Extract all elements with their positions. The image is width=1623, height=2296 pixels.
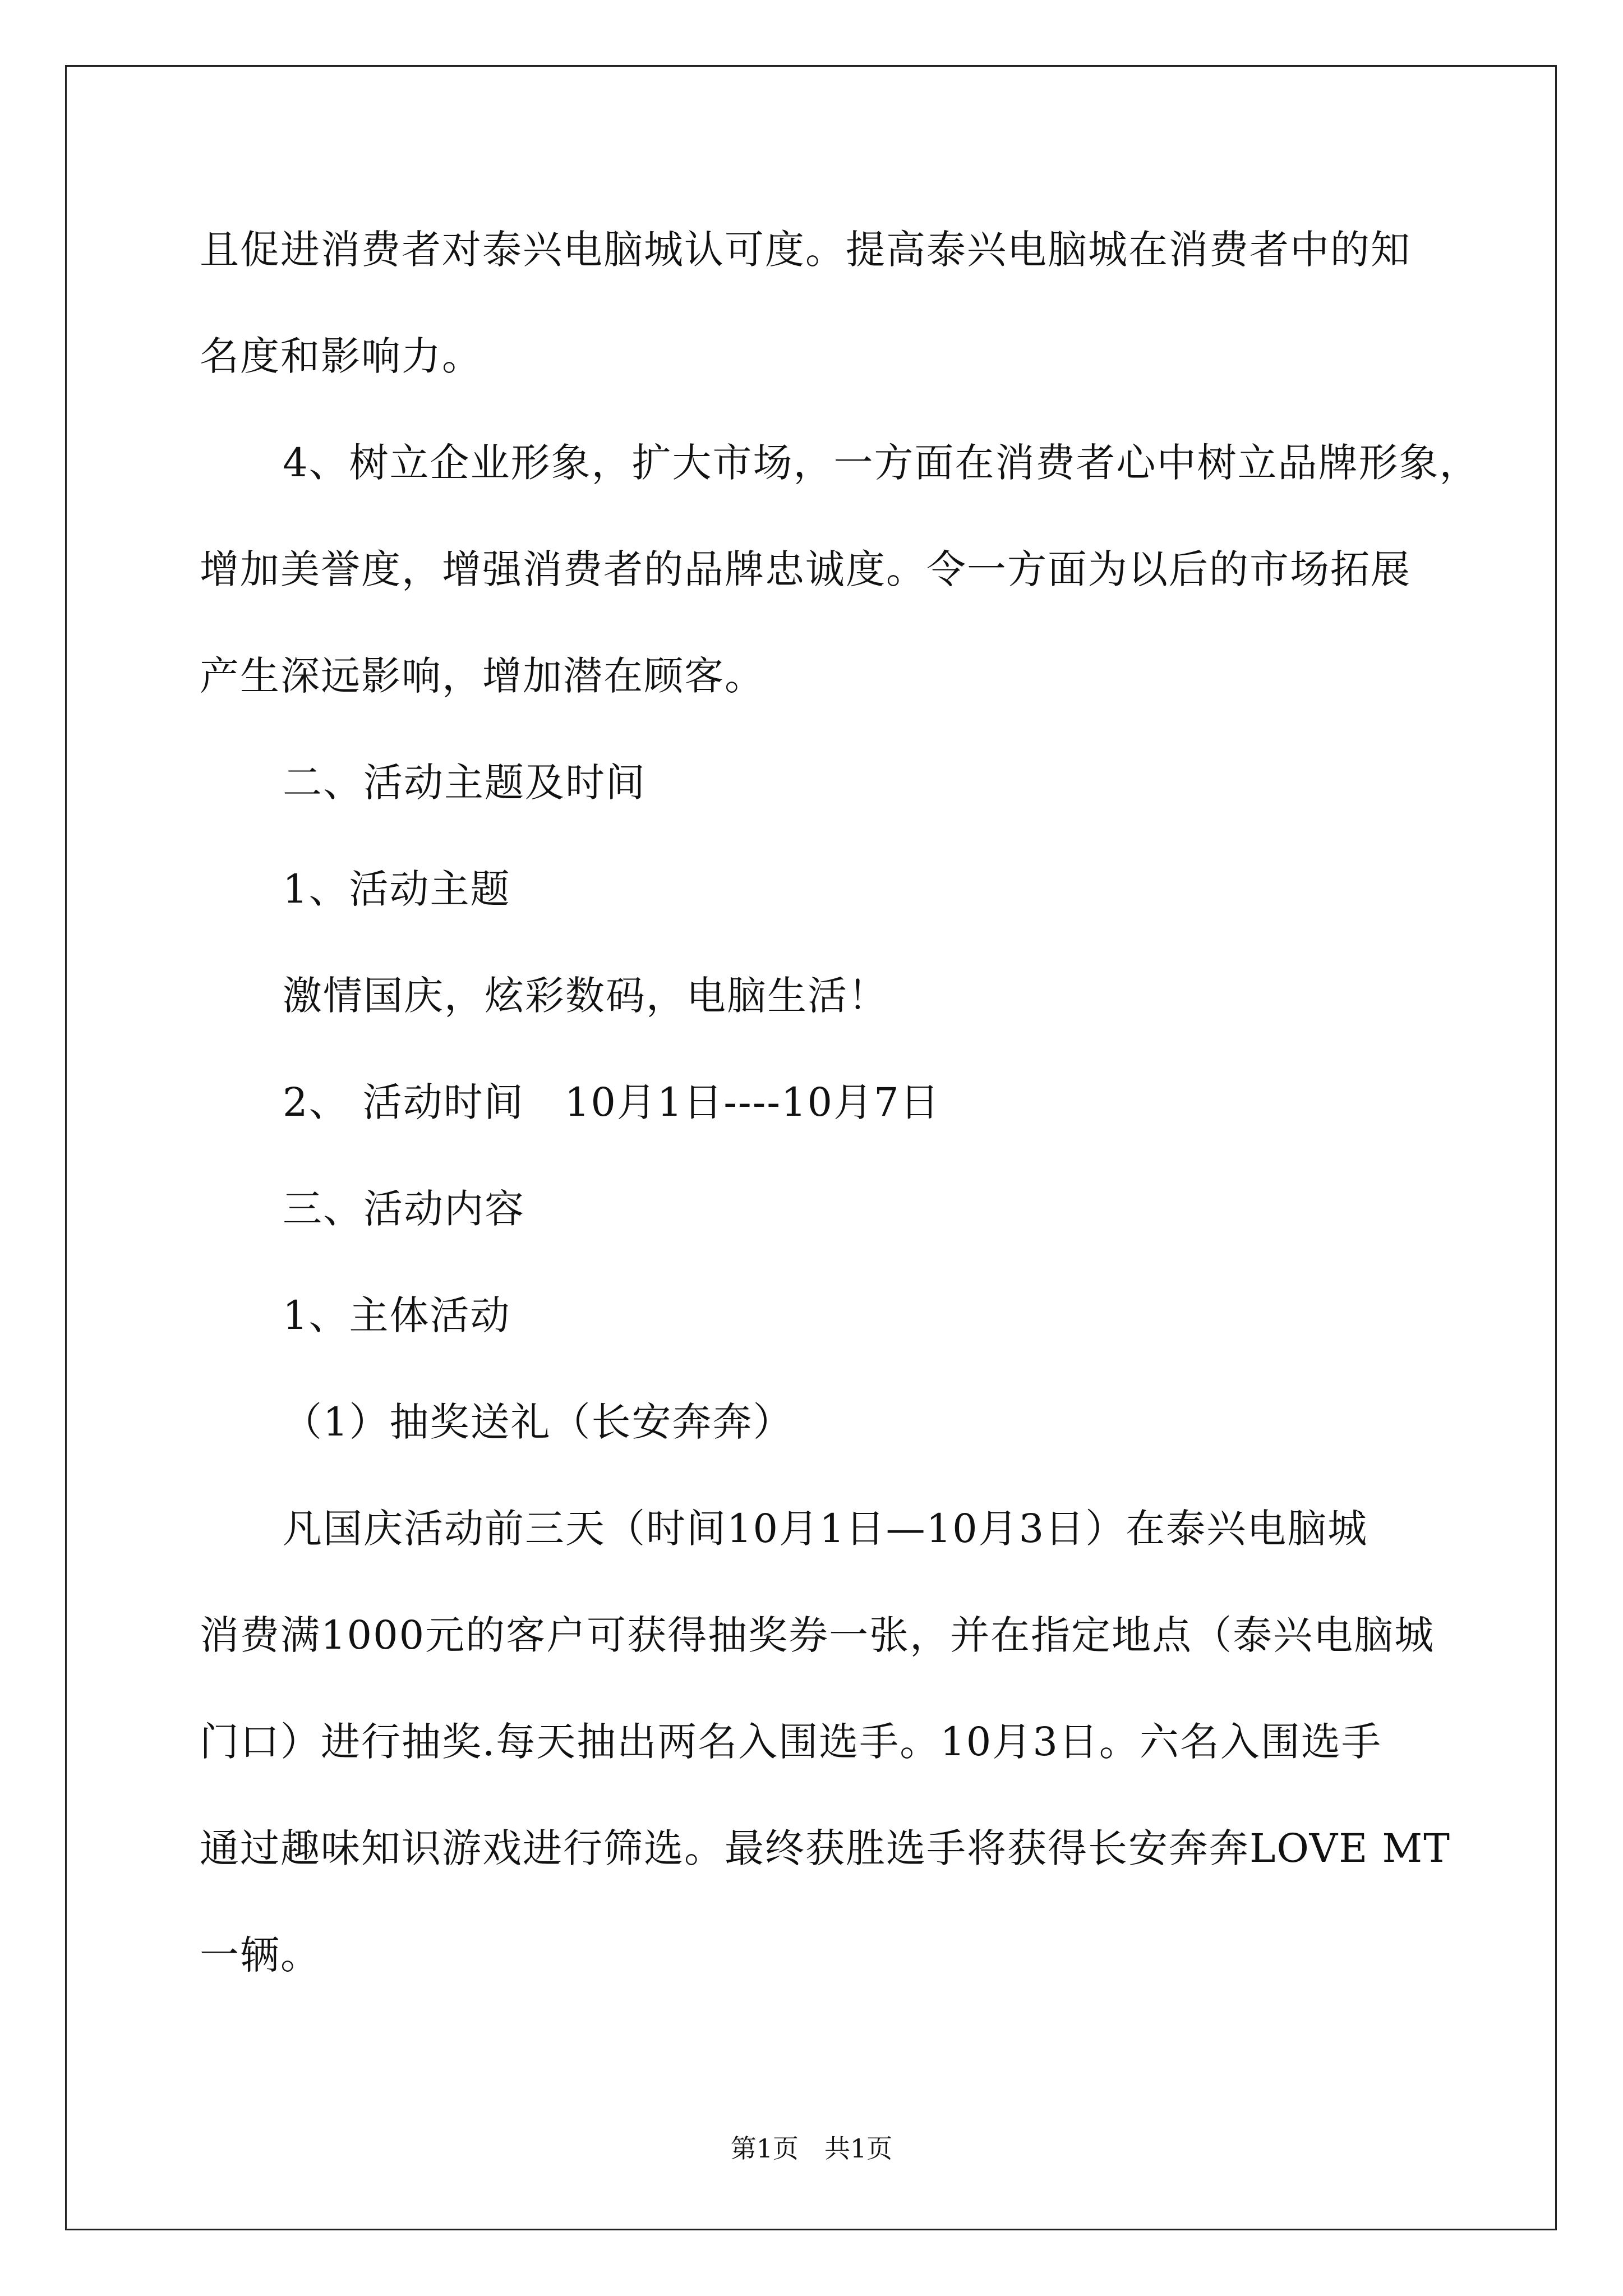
paragraph-line: 4、树立企业形象，扩大市场，一方面在消费者心中树立品牌形象， bbox=[283, 440, 1480, 486]
section-heading: 二、活动主题及时间 bbox=[283, 760, 646, 806]
page-border bbox=[65, 65, 1557, 2230]
subsection-heading: 1、活动主题 bbox=[283, 866, 511, 912]
paragraph-line: 激情国庆，炫彩数码，电脑生活！ bbox=[283, 973, 888, 1019]
subsection-heading: 1、主体活动 bbox=[283, 1292, 511, 1338]
section-heading: 三、活动内容 bbox=[283, 1186, 525, 1232]
paragraph-line: 名度和影响力。 bbox=[200, 333, 482, 379]
paragraph-line: 且促进消费者对泰兴电脑城认可度。提高泰兴电脑城在消费者中的知 bbox=[200, 227, 1411, 273]
subsection-heading: （1）抽奖送礼（长安奔奔） bbox=[283, 1399, 794, 1445]
paragraph-line: 一辆。 bbox=[200, 1932, 321, 1978]
paragraph-line: 凡国庆活动前三天（时间10月1日—10月3日）在泰兴电脑城 bbox=[283, 1506, 1368, 1552]
page-footer: 第1页 共1页 bbox=[730, 2133, 893, 2164]
paragraph-line: 增加美誉度，增强消费者的品牌忠诚度。令一方面为以后的市场拓展 bbox=[200, 546, 1411, 592]
paragraph-line: 门口）进行抽奖.每天抽出两名入围选手。10月3日。六名入围选手 bbox=[200, 1719, 1382, 1765]
paragraph-line: 消费满1000元的客户可获得抽奖券一张，并在指定地点（泰兴电脑城 bbox=[200, 1612, 1435, 1658]
paragraph-line: 产生深远影响，增加潜在顾客。 bbox=[200, 653, 765, 699]
subsection-heading: 2、 活动时间 10月1日----10月7日 bbox=[283, 1079, 940, 1125]
paragraph-line: 通过趣味知识游戏进行筛选。最终获胜选手将获得长安奔奔LOVE MT bbox=[200, 1825, 1451, 1871]
